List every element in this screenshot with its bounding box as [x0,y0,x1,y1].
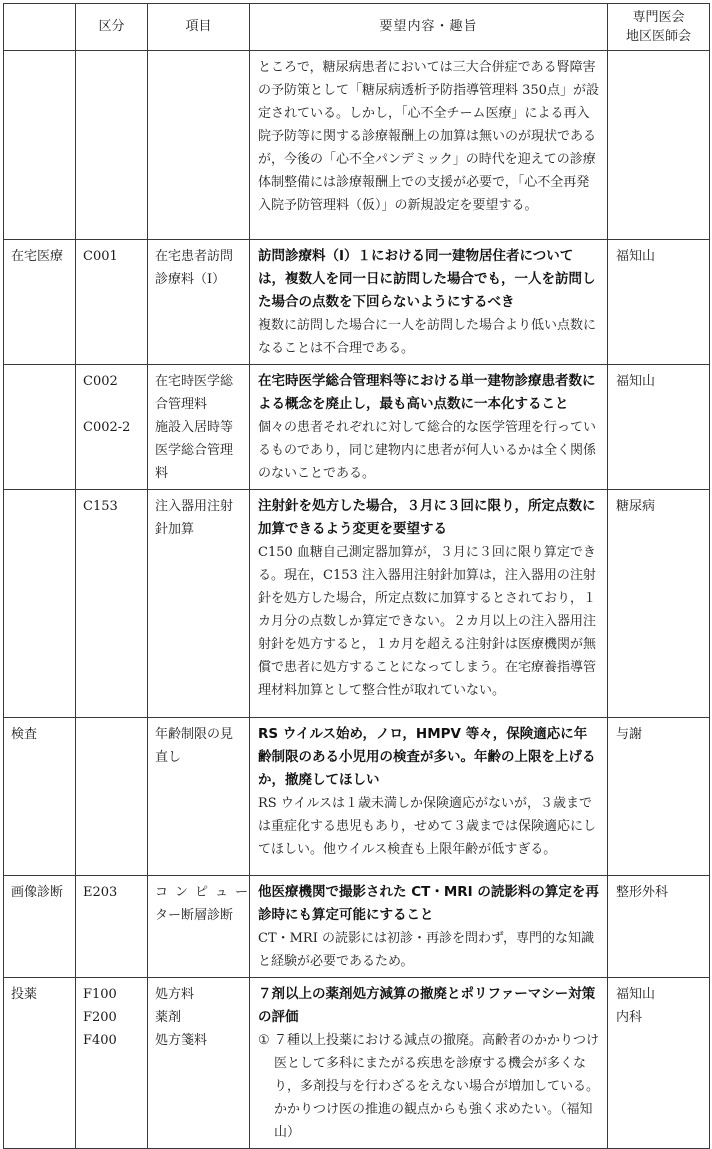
code-label: C002-2 [83,420,131,435]
row-code [76,978,148,1149]
item-line: 診療料（Ⅰ） [155,272,226,287]
row-code [76,365,148,490]
source-label: 糖尿病 [616,499,656,514]
row-item [148,365,250,490]
header-source-line1: 専門医会 [632,10,685,25]
row-code [76,876,148,978]
row-item [148,240,250,365]
item-line: 在宅時医学総 [155,374,234,389]
code-label: F200 [83,1010,117,1025]
row-category: 画像診断 [4,876,76,978]
row-item [148,978,250,1149]
header-category-blank [4,4,76,51]
row-request [250,978,608,1149]
row-code [76,240,148,365]
source-label: 福知山 [616,987,656,1002]
request-body: 複数に訪問した場合に一人を訪問した場合より低い点数になることは不合理である。 [258,318,597,356]
row-request [250,490,608,718]
code-label: F400 [83,1033,117,1048]
request-body: CT・MRI の読影には初診・再診を問わず，専門的な知識と経験が必要であるため。 [258,931,594,969]
item-line: 直し [155,750,182,765]
row-category: 投薬 [4,978,76,1149]
item-line: 施設入居時等 [155,420,234,435]
code-label: C002 [83,374,118,389]
row-request [250,365,608,490]
item-line: 年齢制限の見 [155,727,234,742]
request-title: 在宅時医学総合管理料等における単一建物診療患者数による概念を廃止し，最も高い点数に一本化すること [258,373,596,412]
request-title: RS ウイルス始め，ノロ，HMPV 等々，保険適応に年齢制限のある小児用の検査が多い。年齢の上限を上げるか，撤廃してほしい [258,726,596,788]
code-gap [83,393,140,416]
row-item [148,718,250,876]
request-body: 個々の患者それぞれに対して総合的な医学管理を行っているものであり，同じ建物内に患者が何人いるかは全く関係のないことである。 [258,420,597,481]
row-category: 在宅医療 [4,240,76,365]
request-title: 他医療機関で撮影された CT・MRI の読影料の算定を再診時にも算定可能にすること [258,884,599,923]
code-label: F100 [83,987,117,1002]
item-line: 薬剤 [155,1010,182,1025]
header-row [4,4,710,51]
item-line: 注入器用注射 [155,499,234,514]
row-request [250,718,608,876]
item-line: 合管理料 [155,397,208,412]
row-source [608,718,710,876]
row-category [4,51,76,240]
row-code [76,51,148,240]
row-item [148,490,250,718]
source-label: 整形外科 [616,885,669,900]
item-line: コンピュー [155,885,256,900]
row-source [608,490,710,718]
row-item [148,51,250,240]
header-source [608,4,710,51]
table-row [4,490,710,718]
item-line: 処方箋料 [155,1033,208,1048]
list-number: ① [258,1033,270,1048]
row-category [4,365,76,490]
row-category [4,490,76,718]
source-label: 福知山 [616,374,656,389]
request-body: ところで，糖尿病患者においては三大合併症である腎障害の予防策として「糖尿病透析予防指導管理料 350点」が設定されている。しかし，「心不全チーム医療」による再入院予防等に関する診療報酬上の加算は無いのが現状であるが，今後の「心不全パンデミック」の時代を迎えての診療体制整備には診療報酬上での支援が必要で，「心不全再発入院予防管理料（仮）」の新規設定を要望する。 [258,60,599,213]
row-source [608,51,710,240]
row-source [608,240,710,365]
row-request [250,51,608,240]
item-line: 料 [155,466,169,481]
code-label: C001 [83,249,118,264]
request-body: C150 血糖自己測定器加算が，３月に３回に限り算定できる。現在，C153 注入器用注射針加算は，注入器用の注射針を処方した場合，所定点数に加算するとされており，１カ月分の点数しか算定できない。２カ月以上の注入器用注射針を処方すると，１カ月を超える注射針は医療機関が無償で患者に処方することになってしまう。在宅療養指導管理材料加算として整合性が取れていない。 [258,545,597,698]
source-label: 福知山 [616,249,656,264]
header-request-content: 要望内容・趣旨 [250,4,608,51]
item-line: 処方料 [155,987,195,1002]
request-table [3,3,710,1149]
table-row [4,51,710,240]
request-title: ７剤以上の薬剤処方減算の撤廃とポリファーマシー対策の評価 [258,986,596,1025]
request-title: 注射針を処方した場合，３月に３回に限り，所定点数に加算できるよう変更を要望する [258,498,596,537]
header-item: 項目 [148,4,250,51]
item-line: 医学総合管理 [155,443,234,458]
item-line: 在宅患者訪問 [155,249,234,264]
code-label: E203 [83,885,118,900]
header-division: 区分 [76,4,148,51]
code-label: C153 [83,499,118,514]
source-label: 与謝 [616,727,643,742]
table-row [4,365,710,490]
row-source [608,978,710,1149]
row-source [608,876,710,978]
table-row [4,978,710,1149]
row-request [250,240,608,365]
item-line: ター断層診断 [155,908,234,923]
row-category: 検査 [4,718,76,876]
request-body: RS ウイルスは１歳未満しか保険適応がないが，３歳までは重症化する患児もあり，せめて３歳までは保険適応にしてほしい。他ウイルス検査も上限年齢が低すぎる。 [258,796,597,857]
request-body: ７種以上投薬における減点の撤廃。高齢者のかかりつけ医として多科にまたがる疾患を診療する機会が多くなり，多剤投与を行わざるをえない場合が増加している。かかりつけ医の推進の観点からも強く求めたい。（福知山） [274,1033,600,1140]
table-row [4,876,710,978]
row-source [608,365,710,490]
table-row [4,718,710,876]
header-source-line2: 地区医師会 [625,29,691,44]
row-item [148,876,256,978]
source-label: 内科 [616,1010,643,1025]
row-request [250,876,608,978]
item-line: 針加算 [155,522,195,537]
request-title: 訪問診療料（Ⅰ）１における同一建物居住者については，複数人を同一日に訪問した場合でも，一人を訪問した場合の点数を下回らないようにするべき [258,248,596,310]
row-code [76,718,148,876]
row-code [76,490,148,718]
table-row [4,240,710,365]
